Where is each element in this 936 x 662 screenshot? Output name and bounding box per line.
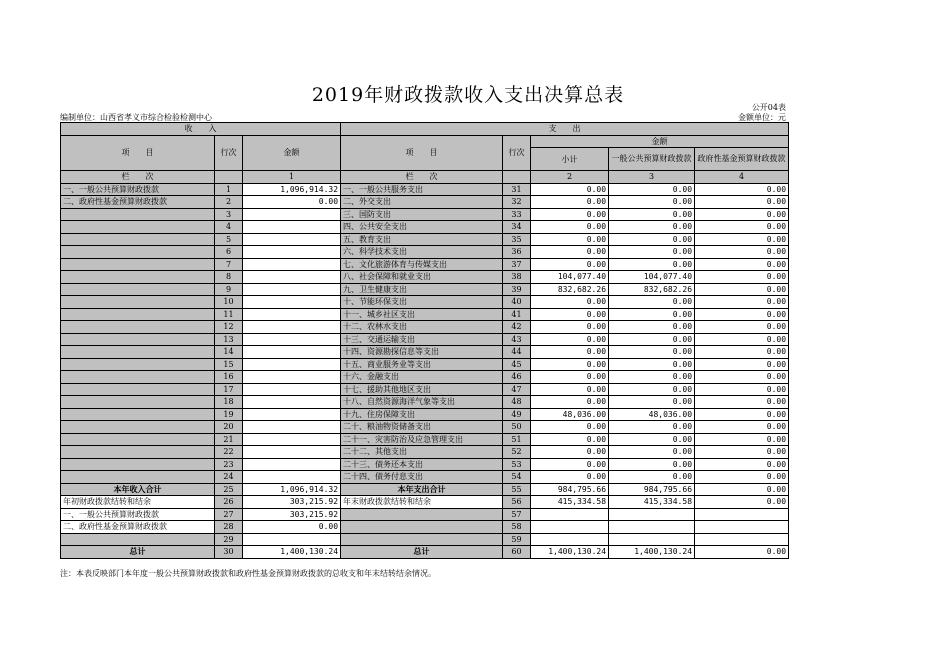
income-item [61,208,215,221]
table-row [61,358,789,371]
expense-item: 十三、交通运输支出 [341,333,503,346]
expense-subtotal: 0.00 [531,371,609,384]
table-row [61,421,789,434]
expense-subtotal: 0.00 [531,183,609,196]
table-row [61,196,789,209]
grand-total-label: 总计 [61,546,215,559]
row-number: 39 [503,283,531,296]
row-number: 59 [503,533,531,546]
form-code: 公开04表 [751,103,786,112]
expense-general: 0.00 [609,458,695,471]
expense-fund: 0.00 [695,221,789,234]
expense-subtotal: 0.00 [531,246,609,259]
expense-general: 0.00 [609,196,695,209]
income-amount [243,371,341,384]
income-amount [243,458,341,471]
expense-item: 十七、援助其他地区支出 [341,383,503,396]
income-amount [243,408,341,421]
income-amount [243,433,341,446]
expense-subtotal: 0.00 [531,471,609,484]
row-number: 42 [503,321,531,334]
currency-unit: 金额单位：元 [738,113,786,122]
empty-cell [61,533,215,546]
col-1: 1 [243,171,341,184]
row-number: 12 [215,321,243,334]
grand-total-general: 1,400,130.24 [609,546,695,559]
footnote: 注：本表反映部门本年度一般公共预算财政拨款和政府性基金预算财政拨款的总收支和年末结转结余情况。 [60,569,436,578]
income-item [61,471,215,484]
table-row [61,233,789,246]
expense-general: 0.00 [609,333,695,346]
table-row [61,296,789,309]
expense-total-general: 984,795.66 [609,483,695,496]
row-number: 10 [215,296,243,309]
expense-total-label: 本年支出合计 [341,483,503,496]
income-amount: 1,096,914.32 [243,183,341,196]
row-number: 54 [503,471,531,484]
report-title: 2019年财政拨款收入支出决算总表 [311,84,625,106]
table-row [61,321,789,334]
expense-item: 十八、自然资源海洋气象等支出 [341,396,503,409]
table-row [61,546,789,559]
expense-fund: 0.00 [695,433,789,446]
expense-subtotal: 48,036.00 [531,408,609,421]
income-item: 二、政府性基金预算财政拨款 [61,196,215,209]
col-3: 3 [609,171,695,184]
col-empty [503,171,531,184]
income-amount [243,271,341,284]
expense-general: 0.00 [609,246,695,259]
expense-fund: 0.00 [695,371,789,384]
expense-general: 104,077.40 [609,271,695,284]
table-body [61,183,789,483]
col-4: 4 [695,171,789,184]
col-empty [215,171,243,184]
expense-rowno-header: 行次 [503,135,531,171]
income-item [61,421,215,434]
row-number: 6 [215,246,243,259]
income-amount [243,221,341,234]
row-number: 28 [215,521,243,534]
expense-general: 0.00 [609,258,695,271]
row-number: 57 [503,508,531,521]
row-number: 15 [215,358,243,371]
expense-subtotal: 0.00 [531,208,609,221]
row-number: 5 [215,233,243,246]
income-amount [243,471,341,484]
row-number: 60 [503,546,531,559]
expense-fund: 0.00 [695,283,789,296]
empty-cell [531,521,609,534]
row-number: 55 [503,483,531,496]
row-number: 22 [215,446,243,459]
empty-cell [695,521,789,534]
sub1-label: 一、一般公共预算财政拨款 [61,508,215,521]
expense-item: 十四、资源勘探信息等支出 [341,346,503,359]
expense-general: 0.00 [609,346,695,359]
table-row [61,533,789,546]
row-number: 53 [503,458,531,471]
expense-item: 九、卫生健康支出 [341,283,503,296]
row-number: 21 [215,433,243,446]
expense-item: 五、教育支出 [341,233,503,246]
expense-item: 十六、金融支出 [341,371,503,384]
expense-fund: 0.00 [695,258,789,271]
table-row [61,333,789,346]
income-item [61,221,215,234]
income-item [61,258,215,271]
income-amount [243,246,341,259]
table-row [61,221,789,234]
income-amount [243,296,341,309]
row-number: 33 [503,208,531,221]
gov-fund-header: 政府性基金预算财政拨款 [695,148,789,171]
expense-general: 0.00 [609,358,695,371]
expense-fund: 0.00 [695,421,789,434]
expense-general: 832,682.26 [609,283,695,296]
row-number: 29 [215,533,243,546]
expense-amount-header: 金额 [531,135,789,148]
income-total-label: 本年收入合计 [61,483,215,496]
row-number: 35 [503,233,531,246]
grand-total-amount: 1,400,130.24 [243,546,341,559]
expense-general: 0.00 [609,208,695,221]
row-number: 1 [215,183,243,196]
expense-item: 二十四、债务付息支出 [341,471,503,484]
expense-fund: 0.00 [695,471,789,484]
table-row [61,283,789,296]
row-number: 31 [503,183,531,196]
row-number: 27 [215,508,243,521]
expense-subtotal: 0.00 [531,458,609,471]
row-number: 24 [215,471,243,484]
income-item [61,371,215,384]
expense-item: 一、一般公共服务支出 [341,183,503,196]
table-row [61,483,789,496]
row-number: 51 [503,433,531,446]
empty-cell [341,521,503,534]
row-number: 43 [503,333,531,346]
expense-general: 0.00 [609,433,695,446]
row-number: 58 [503,521,531,534]
budget-table [60,122,789,559]
expense-item: 十五、商业服务业等支出 [341,358,503,371]
row-number: 47 [503,383,531,396]
expense-fund: 0.00 [695,396,789,409]
table-row [61,208,789,221]
income-item [61,446,215,459]
expense-general: 0.00 [609,296,695,309]
row-number: 41 [503,308,531,321]
income-item [61,308,215,321]
income-item [61,333,215,346]
row-number: 25 [215,483,243,496]
expense-item: 二十三、债务还本支出 [341,458,503,471]
expense-fund: 0.00 [695,358,789,371]
empty-cell [243,533,341,546]
table-row [61,183,789,196]
general-budget-header: 一般公共预算财政拨款 [609,148,695,171]
table-row [61,271,789,284]
table-row [61,346,789,359]
expense-total-fund: 0.00 [695,483,789,496]
expense-total-subtotal: 984,795.66 [531,483,609,496]
row-number: 23 [215,458,243,471]
row-number: 38 [503,271,531,284]
expense-general: 0.00 [609,233,695,246]
income-item [61,346,215,359]
row-number: 16 [215,371,243,384]
income-amount [243,208,341,221]
expense-item: 二十一、灾害防治及应急管理支出 [341,433,503,446]
table-row [61,521,789,534]
income-item [61,321,215,334]
row-number: 40 [503,296,531,309]
income-item [61,246,215,259]
expense-subtotal: 0.00 [531,433,609,446]
expense-item: 二、外交支出 [341,196,503,209]
income-amount [243,258,341,271]
expense-fund: 0.00 [695,321,789,334]
row-number: 8 [215,271,243,284]
expense-general: 0.00 [609,371,695,384]
table-row [61,308,789,321]
expense-general: 0.00 [609,308,695,321]
income-item [61,408,215,421]
expense-fund: 0.00 [695,446,789,459]
table-row [61,258,789,271]
empty-cell [609,533,695,546]
expense-general: 0.00 [609,183,695,196]
expense-subtotal: 0.00 [531,221,609,234]
row-number: 3 [215,208,243,221]
expense-item: 六、科学技术支出 [341,246,503,259]
empty-cell [341,508,503,521]
expense-subtotal: 0.00 [531,346,609,359]
income-amount [243,321,341,334]
row-number: 18 [215,396,243,409]
col-label-left: 栏 次 [61,171,215,184]
expense-item: 二十二、其他支出 [341,446,503,459]
expense-fund: 0.00 [695,296,789,309]
expense-subtotal: 0.00 [531,233,609,246]
expense-item: 八、社会保障和就业支出 [341,271,503,284]
row-number: 56 [503,496,531,509]
expense-subtotal: 0.00 [531,296,609,309]
row-number: 32 [503,196,531,209]
sub1-amount: 303,215.92 [243,508,341,521]
income-amount [243,383,341,396]
expense-fund: 0.00 [695,408,789,421]
row-number: 46 [503,371,531,384]
table-row [61,471,789,484]
expense-fund: 0.00 [695,233,789,246]
income-item [61,396,215,409]
expense-subtotal: 0.00 [531,446,609,459]
income-amount [243,333,341,346]
income-item [61,233,215,246]
row-number: 30 [215,546,243,559]
row-number: 7 [215,258,243,271]
empty-cell [695,508,789,521]
expense-general: 0.00 [609,446,695,459]
expense-fund: 0.00 [695,208,789,221]
income-item [61,283,215,296]
row-number: 48 [503,396,531,409]
row-number: 13 [215,333,243,346]
income-amount [243,396,341,409]
expense-general: 0.00 [609,471,695,484]
expense-fund: 0.00 [695,383,789,396]
income-amount [243,358,341,371]
expense-general: 48,036.00 [609,408,695,421]
row-number: 4 [215,221,243,234]
expense-fund: 0.00 [695,196,789,209]
expense-subtotal: 0.00 [531,396,609,409]
sub2-label: 二、政府性基金预算财政拨款 [61,521,215,534]
expense-subtotal: 0.00 [531,358,609,371]
table-row [61,433,789,446]
col-label-right: 栏 次 [341,171,503,184]
begin-balance-amount: 303,215.92 [243,496,341,509]
expense-item: 十、节能环保支出 [341,296,503,309]
table-row [61,396,789,409]
table-row [61,446,789,459]
expense-subtotal: 832,682.26 [531,283,609,296]
end-balance-fund: 0.00 [695,496,789,509]
end-balance-general: 415,334.58 [609,496,695,509]
expense-general: 0.00 [609,221,695,234]
expense-item: 十二、农林水支出 [341,321,503,334]
expense-item: 二十、粮油物资储备支出 [341,421,503,434]
row-number: 45 [503,358,531,371]
row-number: 50 [503,421,531,434]
table-row [61,246,789,259]
expense-item: 四、公共安全支出 [341,221,503,234]
income-rowno-header: 行次 [215,135,243,171]
income-item [61,271,215,284]
expense-item: 十九、住房保障支出 [341,408,503,421]
row-number: 34 [503,221,531,234]
table-row [61,508,789,521]
empty-cell [531,533,609,546]
income-amount: 0.00 [243,196,341,209]
income-item: 一、一般公共预算财政拨款 [61,183,215,196]
totals-body [61,483,789,558]
empty-cell [695,533,789,546]
income-amount-header: 金额 [243,135,341,171]
row-number: 20 [215,421,243,434]
expense-fund: 0.00 [695,458,789,471]
row-number: 2 [215,196,243,209]
income-amount [243,421,341,434]
expense-general: 0.00 [609,321,695,334]
row-number: 49 [503,408,531,421]
expense-section-header: 支 出 [341,123,789,136]
income-item [61,458,215,471]
expense-fund: 0.00 [695,346,789,359]
expense-subtotal: 0.00 [531,196,609,209]
begin-balance-label: 年初财政拨款结转和结余 [61,496,215,509]
income-item-header: 项 目 [61,135,215,171]
grand-total-label: 总计 [341,546,503,559]
income-item [61,296,215,309]
row-number: 44 [503,346,531,359]
expense-item: 十一、城乡社区支出 [341,308,503,321]
expense-fund: 0.00 [695,308,789,321]
income-amount [243,446,341,459]
income-item [61,358,215,371]
empty-cell [609,521,695,534]
expense-subtotal: 0.00 [531,258,609,271]
grand-total-subtotal: 1,400,130.24 [531,546,609,559]
income-total-amount: 1,096,914.32 [243,483,341,496]
expense-fund: 0.00 [695,333,789,346]
expense-fund: 0.00 [695,246,789,259]
expense-item: 三、国防支出 [341,208,503,221]
row-number: 19 [215,408,243,421]
reporting-unit: 编制单位：山西省孝义市综合检验检测中心 [60,113,212,122]
end-balance-label: 年末财政拨款结转和结余 [341,496,503,509]
expense-fund: 0.00 [695,183,789,196]
row-number: 52 [503,446,531,459]
table-row [61,458,789,471]
empty-cell [531,508,609,521]
expense-subtotal: 104,077.40 [531,271,609,284]
row-number: 17 [215,383,243,396]
row-number: 11 [215,308,243,321]
income-amount [243,346,341,359]
table-row [61,371,789,384]
expense-item-header: 项 目 [341,135,503,171]
expense-subtotal: 0.00 [531,333,609,346]
expense-subtotal: 0.00 [531,383,609,396]
income-item [61,433,215,446]
empty-cell [609,508,695,521]
table-row [61,408,789,421]
row-number: 36 [503,246,531,259]
sub2-amount: 0.00 [243,521,341,534]
expense-general: 0.00 [609,396,695,409]
expense-subtotal: 0.00 [531,321,609,334]
table-row [61,383,789,396]
end-balance-subtotal: 415,334.58 [531,496,609,509]
expense-fund: 0.00 [695,271,789,284]
table-row [61,496,789,509]
row-number: 26 [215,496,243,509]
row-number: 14 [215,346,243,359]
expense-general: 0.00 [609,383,695,396]
income-section-header: 收 入 [61,123,341,136]
expense-subtotal: 0.00 [531,421,609,434]
income-amount [243,233,341,246]
expense-subtotal: 0.00 [531,308,609,321]
empty-cell [341,533,503,546]
row-number: 9 [215,283,243,296]
income-item [61,383,215,396]
expense-general: 0.00 [609,421,695,434]
income-amount [243,283,341,296]
subtotal-header: 小计 [531,148,609,171]
income-amount [243,308,341,321]
expense-item: 七、文化旅游体育与传媒支出 [341,258,503,271]
col-2: 2 [531,171,609,184]
grand-total-fund: 0.00 [695,546,789,559]
row-number: 37 [503,258,531,271]
